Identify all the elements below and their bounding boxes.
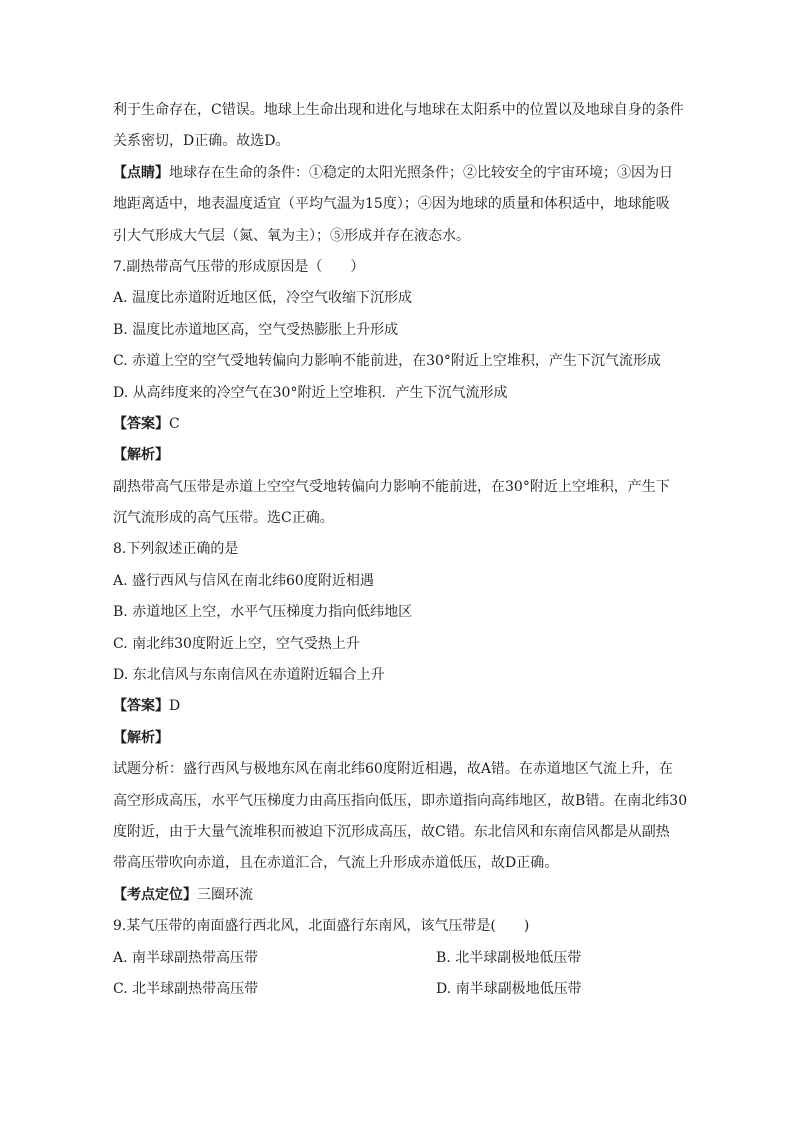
document-page [113,95,688,1005]
question-7-option-d: D. 从高纬度来的冷空气在30°附近上空堆积．产生下沉气流形成 [113,384,508,401]
question-7-analysis-line: 沉气流形成的高气压带。选C正确。 [113,510,334,527]
question-9-options-row [113,943,683,974]
question-7-analysis-line: 副热带高气压带是赤道上空空气受地转偏向力影响不能前进，在30°附近上空堆积，产生下 [113,478,670,495]
answer-value: D [169,698,181,715]
question-8-analysis-line: 高空形成高压，水平气压梯度力由高压指向低压，即赤道指向高纬地区，故B错。在南北纬30 [113,792,688,809]
question-7-analysis-label: 【解析】 [113,447,169,464]
tip-label: 【点睛】 [113,164,169,181]
question-7-option-a: A. 温度比赤道附近地区低，冷空气收缩下沉形成 [113,290,413,307]
keypoint-label: 【考点定位】 [113,886,197,903]
question-7-answer [113,409,683,440]
question-8-analysis-line: 度附近，由于大量气流堆积而被迫下沉形成高压，故C错。东北信风和东南信风都是从副热 [113,823,670,840]
question-7-option-c: C. 赤道上空的空气受地转偏向力影响不能前进，在30°附近上空堆积，产生下沉气流形成 [113,353,661,370]
question-8-keypoint [113,880,683,911]
question-9-option-c: C. 北半球副热带高压带 [113,980,259,997]
question-9-option-b: B. 北半球副极地低压带 [436,949,582,966]
question-9-option-a: A. 南半球副热带高压带 [113,949,259,966]
question-8-option-d: D. 东北信风与东南信风在赤道附近辐合上升 [113,667,385,684]
question-8-stem: 8.下列叙述正确的是 [113,541,239,558]
answer-label: 【答案】 [113,698,169,715]
question-8-option-a: A. 盛行西风与信风在南北纬60度附近相遇 [113,572,374,589]
intro-line: 利于生命存在，C错误。地球上生命出现和进化与地球在太阳系中的位置以及地球自身的条件 [113,102,684,118]
intro-line: 关系密切，D正确。故选D。 [113,133,290,150]
question-8-answer [113,691,683,722]
question-9-stem: 9.某气压带的南面盛行西北风，北面盛行东南风，该气压带是( ) [113,918,530,935]
tip-text: 地球存在生命的条件：①稳定的太阳光照条件；②比较安全的宇宙环境；③因为日 [169,164,673,181]
question-8-analysis-label: 【解析】 [113,729,169,746]
question-8-option-c: C. 南北纬30度附近上空，空气受热上升 [113,635,360,652]
question-8-analysis-line: 带高压带吹向赤道，且在赤道汇合，气流上升形成赤道低压，故D正确。 [113,855,559,872]
question-7-stem: 7.副热带高气压带的形成原因是（ ） [113,258,365,275]
tip-line: 地距离适中，地表温度适宜（平均气温为15度）；④因为地球的质量和体积适中，地球能吸 [113,196,670,213]
tip-line [113,158,683,189]
question-9-options-row [113,974,683,1005]
question-8-option-b: B. 赤道地区上空，水平气压梯度力指向低纬地区 [113,604,413,621]
question-7-option-b: B. 温度比赤道地区高，空气受热膨胀上升形成 [113,321,399,338]
answer-value: C [169,415,180,432]
question-9-option-d: D. 南半球副极地低压带 [436,980,582,997]
keypoint-value: 三圈环流 [197,886,253,903]
answer-label: 【答案】 [113,415,169,432]
question-8-analysis-line: 试题分析：盛行西风与极地东风在南北纬60度附近相遇，故A错。在赤道地区气流上升，在 [113,761,673,778]
tip-line: 引大气形成大气层（氮、氧为主）；⑤形成并存在液态水。 [113,227,470,244]
